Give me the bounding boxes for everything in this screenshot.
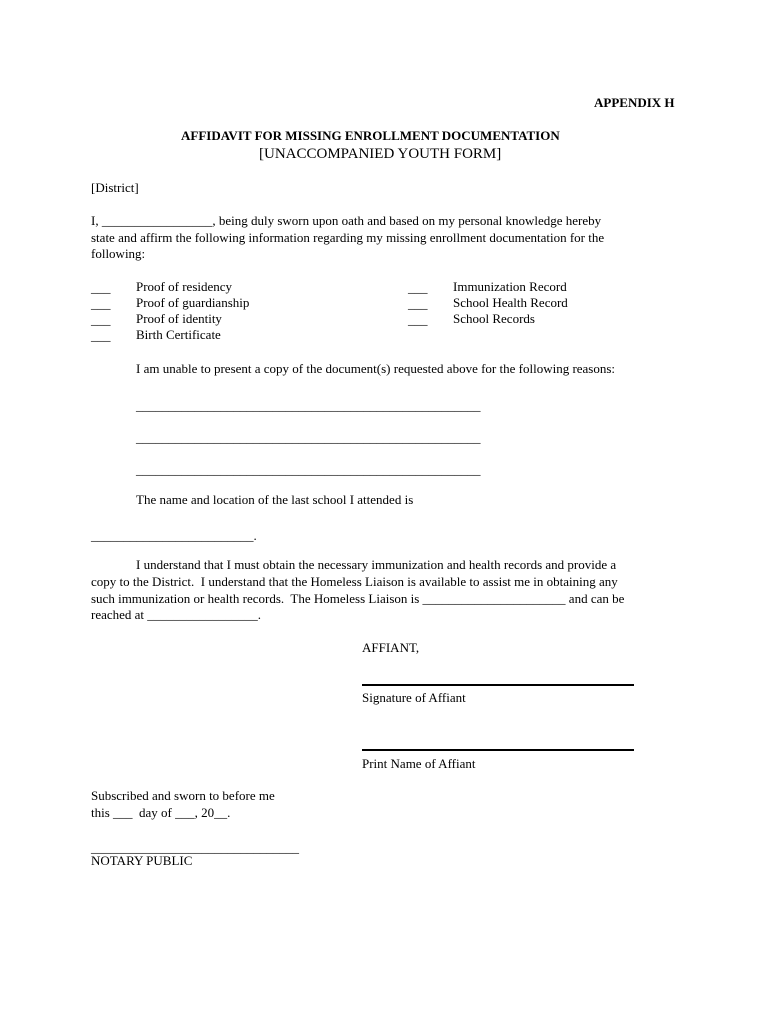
check-blank[interactable]: ___ [408,312,428,327]
check-item-proof-of-residency: Proof of residency [136,279,233,294]
check-blank[interactable]: ___ [408,280,428,295]
understand-line-3: such immunization or health records. The Homeless Liaison is ______________________ and can be [91,591,625,606]
check-blank[interactable]: ___ [91,280,111,295]
check-item-proof-of-identity: Proof of identity [136,311,222,326]
district-placeholder: [District] [91,180,139,195]
affiant-label: AFFIANT, [362,640,420,655]
check-blank[interactable]: ___ [91,328,111,343]
reason-blank-line[interactable]: _____________________________________________________ [136,462,481,477]
reason-blank-line[interactable]: _____________________________________________________ [136,398,481,413]
last-school-blank[interactable]: _________________________. [91,528,257,543]
check-blank[interactable]: ___ [408,296,428,311]
check-item-school-records: School Records [453,311,535,326]
appendix-label: APPENDIX H [594,95,675,110]
check-item-birth-certificate: Birth Certificate [136,327,221,342]
understand-line-1: I understand that I must obtain the necessary immunization and health records and provide a [136,557,617,572]
check-item-proof-of-guardianship: Proof of guardianship [136,295,250,310]
check-blank[interactable]: ___ [91,312,111,327]
check-blank[interactable]: ___ [91,296,111,311]
understand-line-4: reached at _________________. [91,607,262,622]
reasons-prompt: I am unable to present a copy of the document(s) requested above for the following reasons: [136,361,616,376]
check-item-immunization-record: Immunization Record [453,279,567,294]
intro-line-2: state and affirm the following information regarding my missing enrollment documentation for the [91,230,605,245]
print-name-line[interactable] [362,749,634,751]
intro-line-3: following: [91,246,146,261]
form-title: AFFIDAVIT FOR MISSING ENROLLMENT DOCUMENTATION [181,128,560,143]
signature-line[interactable] [362,684,634,686]
notary-date-line: this ___ day of ___, 20__. [91,805,231,820]
signature-of-affiant-label: Signature of Affiant [362,690,466,705]
notary-subscribed-line: Subscribed and sworn to before me [91,788,275,803]
notary-signature-line[interactable]: ________________________________ [91,840,299,855]
form-subtitle: [UNACCOMPANIED YOUTH FORM] [259,146,502,162]
check-item-school-health-record: School Health Record [453,295,568,310]
notary-public-label: NOTARY PUBLIC [91,853,193,868]
print-name-of-affiant-label: Print Name of Affiant [362,756,476,771]
reason-blank-line[interactable]: _____________________________________________________ [136,430,481,445]
intro-line-1: I, _________________, being duly sworn upon oath and based on my personal knowledge hereby [91,213,602,228]
understand-line-2: copy to the District. I understand that the Homeless Liaison is available to assist me in obtaining any [91,574,618,589]
last-school-prompt: The name and location of the last school I attended is [136,492,414,507]
